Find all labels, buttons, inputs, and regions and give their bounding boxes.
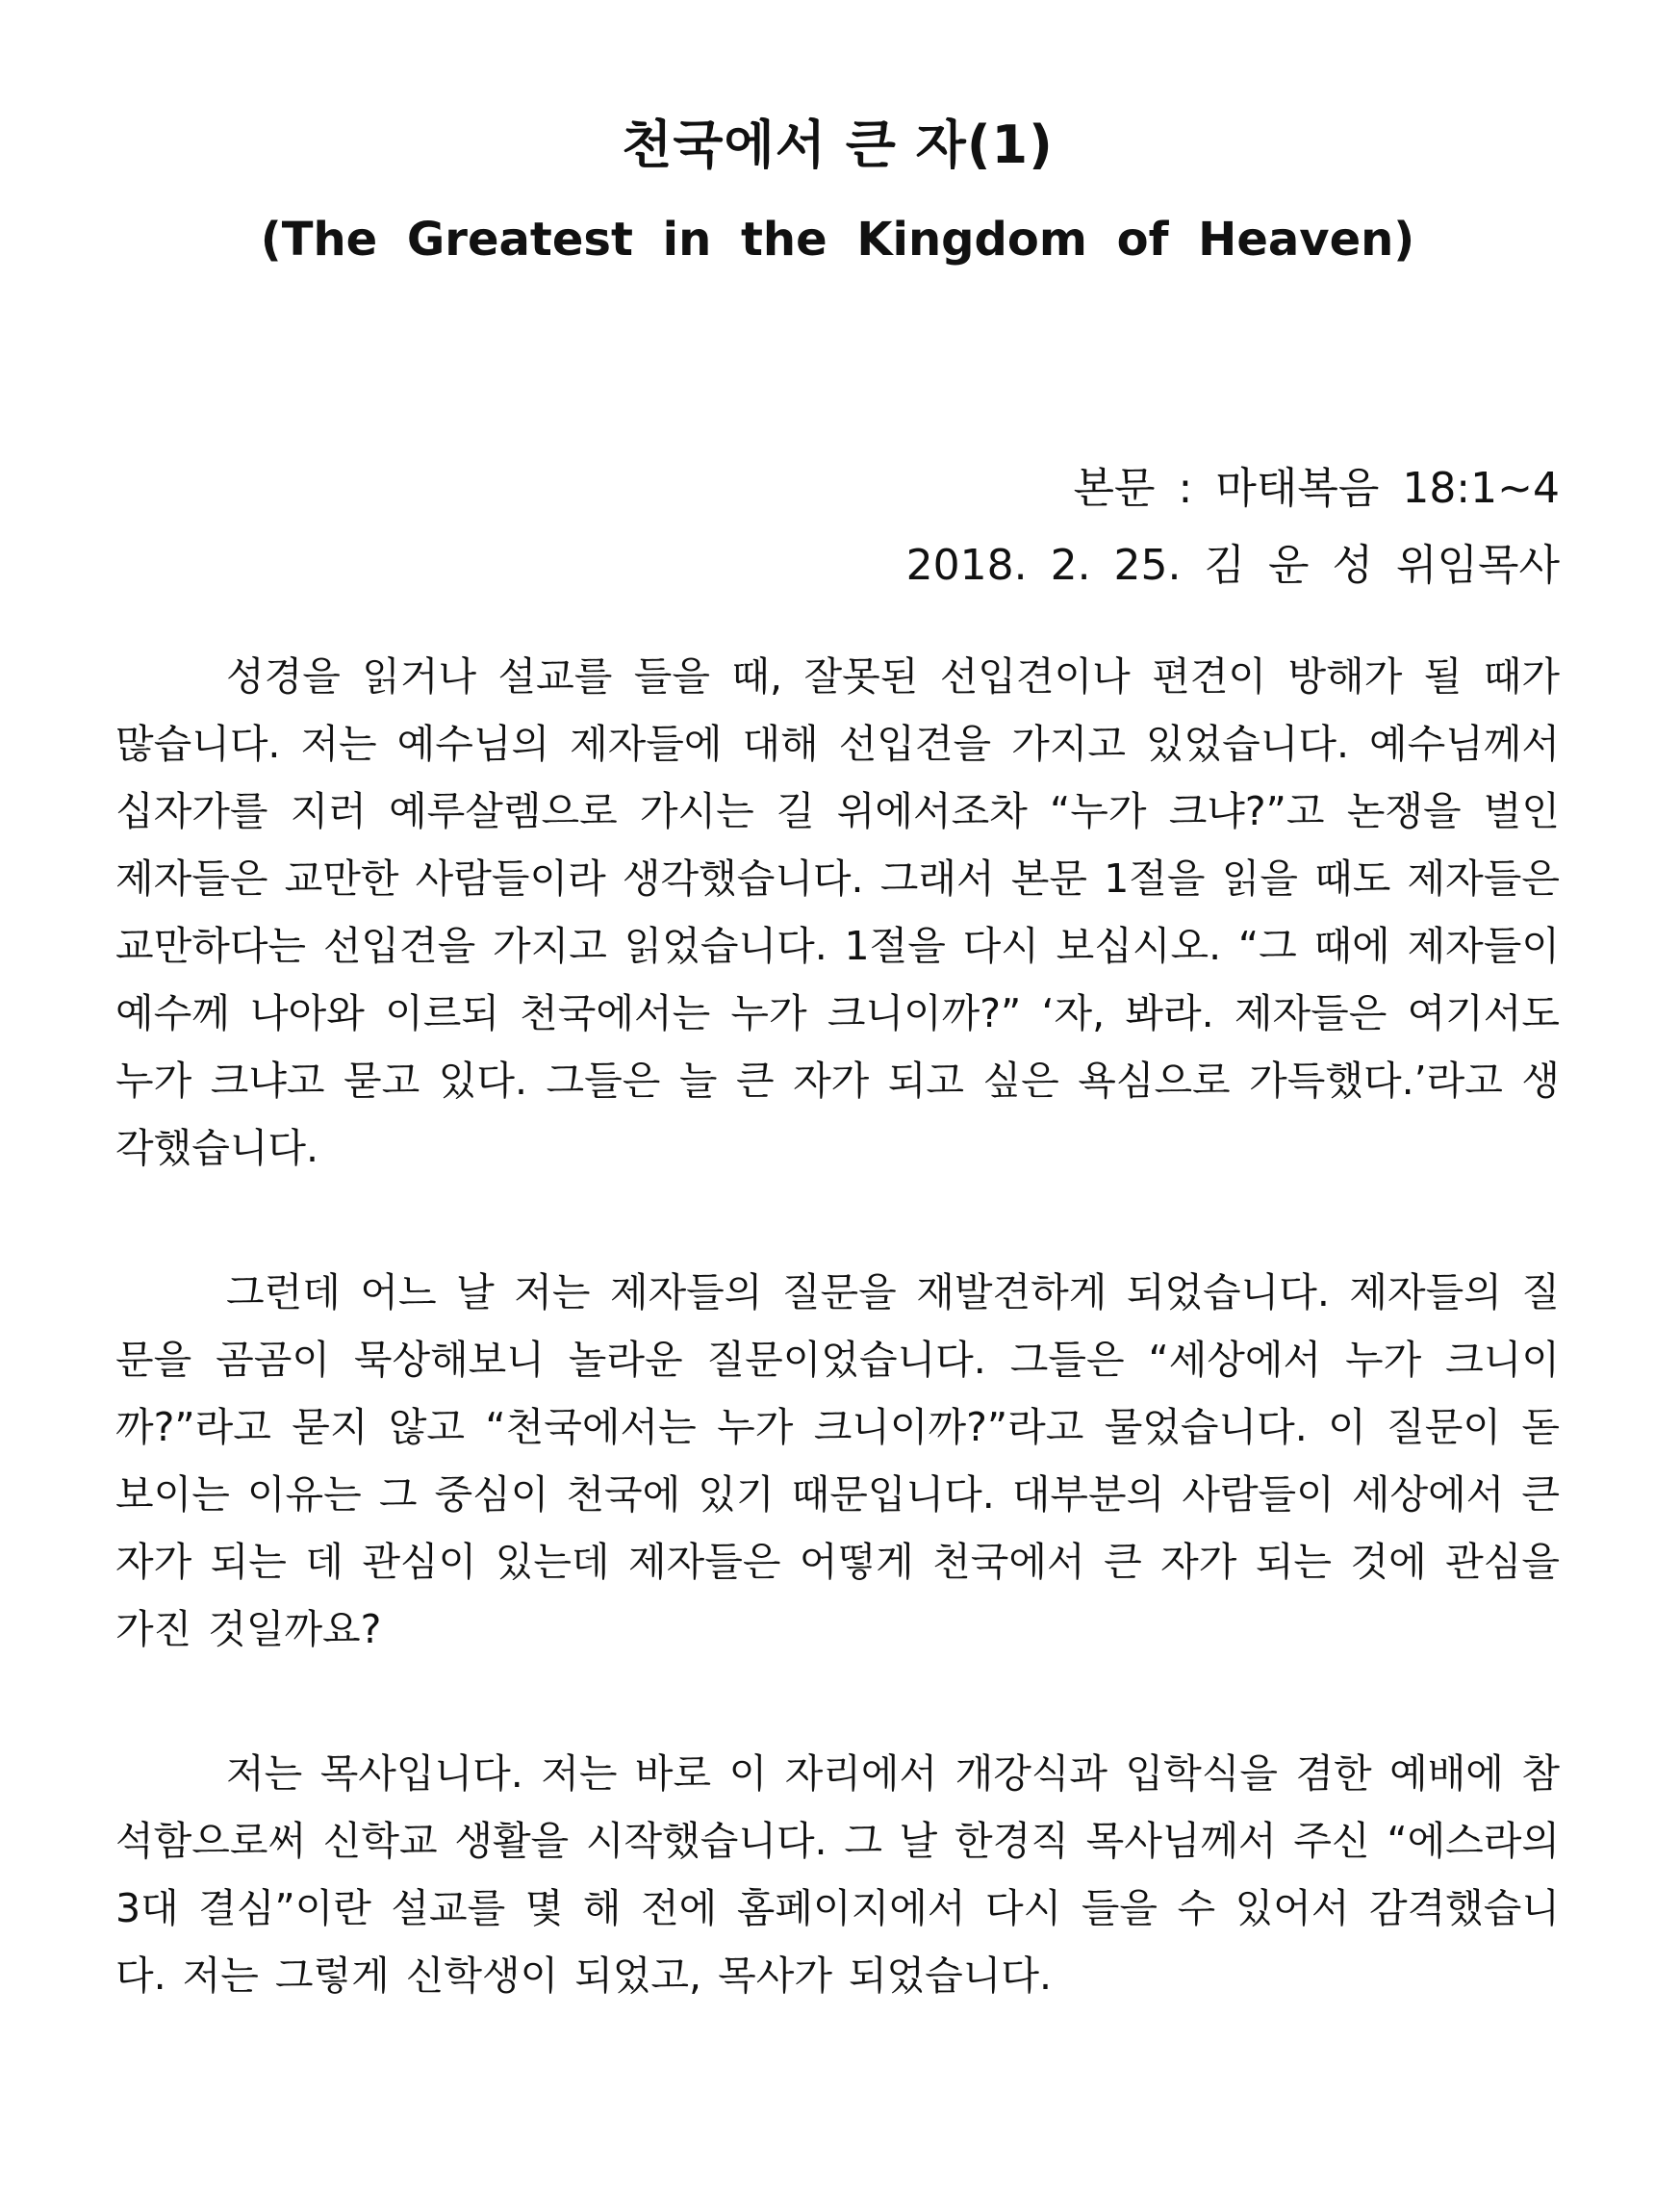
paragraph-2: 그런데 어느 날 저는 제자들의 질문을 재발견하게 되었습니다. 제자들의 질문을 곰곰이 묵상해보니 놀라운 질문이었습니다. 그들은 “세상에서 누가 크니이까?”라고 묻지 않고 “천국에서는 누가 크니이까?”라고 물었습니다. 이 질문이 돋보이는 이유는 그 중심이 천국에 있기 때문입니다. 대부분의 사람들이 세상에서 큰 자가 되는 데 관심이 있는데 제자들은 어떻게 천국에서 큰 자가 되는 것에 관심을 가진 것일까요? — [115, 1269, 1561, 1652]
paragraph-3: 저는 목사입니다. 저는 바로 이 자리에서 개강식과 입학식을 겸한 예배에 참석함으로써 신학교 생활을 시작했습니다. 그 날 한경직 목사님께서 주신 “에스라의 3대 결심”이란 설교를 몇 해 전에 홈페이지에서 다시 들을 수 있어서 감격했습니다. 저는 그렇게 신학생이 되었고, 목사가 되었습니다. — [115, 1750, 1560, 1999]
date-author: 2018. 2. 25. 김 운 성 위임목사 — [905, 541, 1560, 590]
sermon-title: 천국에서 큰 자(1) — [622, 115, 1054, 175]
paragraph-1: 성경을 읽거나 설교를 들을 때, 잘못된 선입견이나 편견이 방해가 될 때가 많습니다. 저는 예수님의 제자들에 대해 선입견을 가지고 있었습니다. 예수님께서 십자가를 지러 예루살렘으로 가시는 길 위에서조차 “누가 크냐?”고 논쟁을 벌인 제자들은 교만한 사람들이라 생각했습니다. 그래서 본문 1절을 읽을 때도 제자들은 교만하다는 선입견을 가지고 읽었습니다. 1절을 다시 보십시오. “그 때에 제자들이 예수께 나아와 이르되 천국에서는 누가 크니이까?” ‘자, 봐라. 제자들은 여기서도 누가 크냐고 묻고 있다. 그들은 늘 큰 자가 되고 싶은 욕심으로 가득했다.’라고 생각했습니다. — [115, 653, 1560, 1171]
sermon-body — [115, 643, 1560, 2009]
sermon-meta — [115, 450, 1560, 604]
scripture-reference: 본문 : 마태복음 18:1~4 — [1073, 464, 1560, 513]
sermon-subtitle: (The Greatest in the Kingdom of Heaven) — [260, 213, 1415, 267]
